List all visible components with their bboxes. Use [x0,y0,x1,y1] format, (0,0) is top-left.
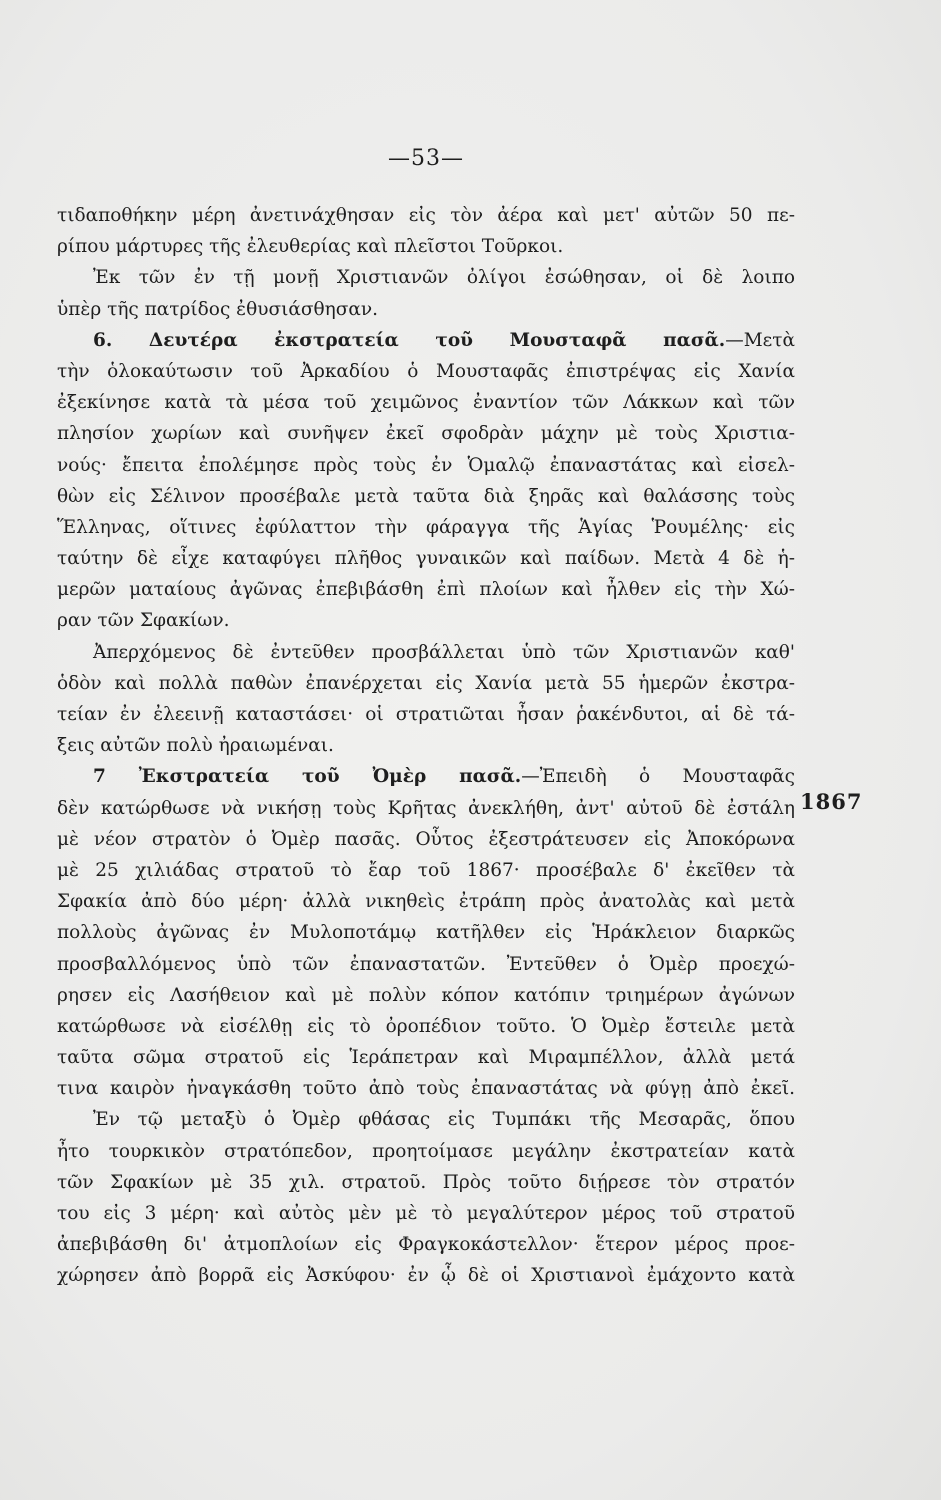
text-line [57,574,795,605]
line-text: τινα καιρὸν ἠναγκάσθη τοῦτο ἀπὸ τοὺς ἐπαναστάτας νὰ φύγῃ ἀπὸ ἐκεῖ. [57,1078,795,1100]
line-text: Ἐκ τῶν ἐν τῇ μονῇ Χριστιανῶν ὀλίγοι ἐσώθησαν, οἱ δὲ λοιπο [93,267,795,289]
text-line [57,294,795,325]
line-text: δὲν κατώρθωσε νὰ νικήσῃ τοὺς Κρῆτας ἀνεκλήθη, ἀντ' αὐτοῦ δὲ ἐστάλη [57,797,795,819]
text-line [57,824,795,855]
line-text: Σφακία ἀπὸ δύο μέρη· ἀλλὰ νικηθεὶς ἐτράπη πρὸς ἀνατολὰς καὶ μετὰ [57,891,795,913]
line-text: μὲ 25 χιλιάδας στρατοῦ τὸ ἔαρ τοῦ 1867· προσέβαλε δ' ἐκεῖθεν τὰ [57,859,795,881]
line-text: ξεις αὐτῶν πολὺ ἠραιωμέναι. [57,735,334,757]
page-number: —53— [388,146,464,171]
text-line [57,231,795,262]
text-line [57,1042,795,1073]
text-line [57,761,795,792]
text-line [57,730,795,761]
text-line [57,855,795,886]
line-text: προσβαλλόμενος ὑπὸ τῶν ἐπαναστατῶν. Ἐντεῦθεν ὁ Ὀμὲρ προεχώ- [57,953,795,975]
text-line [57,886,795,917]
text-line [57,356,795,387]
text-line [57,605,795,636]
line-text: μὲ νέον στρατὸν ὁ Ὀμὲρ πασᾶς. Οὗτος ἐξεστράτευσεν εἰς Ἀποκόρωνα [57,828,795,850]
line-text: ραν τῶν Σφακίων. [57,610,230,632]
text-line [57,543,795,574]
line-text: πλησίον χωρίων καὶ συνῆψεν ἐκεῖ σφοδρὰν μάχην μὲ τοὺς Χριστια- [57,423,795,445]
text-line [57,387,795,418]
line-text: ρίπου μάρτυρες τῆς ἐλευθερίας καὶ πλεῖστοι Τοῦρκοι. [57,236,564,258]
line-text: τείαν ἐν ἐλεεινῇ καταστάσει· οἱ στρατιῶται ἦσαν ῥακένδυτοι, αἱ δὲ τά- [57,704,795,725]
line-text: πολλοὺς ἀγῶνας ἐν Μυλοποτάμῳ κατῆλθεν εἰς Ἡράκλειον διαρκῶς [57,922,795,944]
text-line [57,637,795,668]
line-text: μερῶν ματαίους ἀγῶνας ἐπεβιβάσθη ἐπὶ πλοίων καὶ ἦλθεν εἰς τὴν Χώ- [57,579,795,601]
text-line [57,980,795,1011]
line-text: —Ἐπειδὴ ὁ Μουσταφᾶς [521,766,795,788]
line-text: Ἀπερχόμενος δὲ ἐντεῦθεν προσβάλλεται ὑπὸ τῶν Χριστιανῶν καθ' [93,641,795,663]
line-text: χώρησεν ἀπὸ βορρᾶ εἰς Ἀσκύφου· ἐν ᾧ δὲ οἱ Χριστιανοὶ ἐμάχοντο κατὰ [57,1265,795,1287]
text-line [57,512,795,543]
line-text: ἐξεκίνησε κατὰ τὰ μέσα τοῦ χειμῶνος ἐναντίον τῶν Λάκκων καὶ τῶν [57,392,795,414]
line-text: Ἕλληνας, οἵτινες ἐφύλαττον τὴν φάραγγα τῆς Ἁγίας Ῥουμέλης· εἰς [57,516,795,538]
line-text: ὑπὲρ τῆς πατρίδος ἐθυσιάσθησαν. [57,298,378,320]
text-line [57,418,795,449]
line-text: ταύτην δὲ εἶχε καταφύγει πλῆθος γυναικῶν καὶ παίδων. Μετὰ 4 δὲ ἡ- [57,548,795,570]
text-line [57,450,795,481]
line-text: θὼν εἰς Σέλινον προσέβαλε μετὰ ταῦτα διὰ ξηρᾶς καὶ θαλάσσης τοὺς [57,485,795,507]
text-line [57,200,795,231]
text-line [57,325,795,356]
line-text: —Μετὰ [725,329,795,351]
text-line [57,1260,795,1291]
text-line [57,1167,795,1198]
text-line [57,481,795,512]
text-line [57,1229,795,1260]
line-text: τῶν Σφακίων μὲ 35 χιλ. στρατοῦ. Πρὸς τοῦτο διῄρεσε τὸν στρατόν [57,1171,795,1193]
text-line [57,1136,795,1167]
section-heading: 7 Ἐκστρατεία τοῦ Ὀμὲρ πασᾶ. [93,766,522,788]
text-line [57,793,795,824]
text-line [57,1073,795,1104]
line-text: τιδαποθήκην μέρη ἀνετινάχθησαν εἰς τὸν ἀέρα καὶ μετ' αὐτῶν 50 πε- [57,205,795,226]
text-line [57,1198,795,1229]
line-text: του εἰς 3 μέρη· καὶ αὐτὸς μὲν μὲ τὸ μεγαλύτερον μέρος τοῦ στρατοῦ [57,1203,795,1224]
text-line [57,668,795,699]
text-line [57,1011,795,1042]
line-text: ρησεν εἰς Λασήθειον καὶ μὲ πολὺν κόπον κατόπιν τριημέρων ἀγώνων [57,984,795,1006]
line-text: ἀπεβιβάσθη δι' ἀτμοπλοίων εἰς Φραγκοκάστελλον· ἕτερον μέρος προε- [57,1234,795,1256]
text-line [57,262,795,293]
line-text: κατώρθωσε νὰ εἰσέλθῃ εἰς τὸ ὀροπέδιον τοῦτο. Ὁ Ὀμὲρ ἔστειλε μετὰ [57,1015,795,1037]
section-heading: 6. Δευτέρα ἐκστρατεία τοῦ Μουσταφᾶ πασᾶ. [93,329,726,351]
line-text: ἦτο τουρκικὸν στρατόπεδον, προητοίμασε μεγάλην ἐκστρατείαν κατὰ [57,1140,795,1162]
line-text: νούς· ἔπειτα ἐπολέμησε πρὸς τοὺς ἐν Ὁμαλῷ ἐπαναστάτας καὶ εἰσελ- [57,454,795,476]
line-text: Ἐν τῷ μεταξὺ ὁ Ὀμὲρ φθάσας εἰς Τυμπάκι τῆς Μεσαρᾶς, ὅπου [93,1109,795,1131]
text-line [57,699,795,730]
text-line [57,917,795,948]
text-line [57,949,795,980]
line-text: ταῦτα σῶμα στρατοῦ εἰς Ἱεράπετραν καὶ Μιραμπέλλον, ἀλλὰ μετά [57,1047,795,1069]
line-text: ὁδὸν καὶ πολλὰ παθὼν ἐπανέρχεται εἰς Χανία μετὰ 55 ἡμερῶν ἐκστρα- [57,672,795,694]
body-text [57,200,795,1292]
text-line [57,1104,795,1135]
margin-year-note: 1867 [800,789,863,814]
line-text: τὴν ὁλοκαύτωσιν τοῦ Ἀρκαδίου ὁ Μουσταφᾶς ἐπιστρέψας εἰς Χανία [57,360,795,382]
